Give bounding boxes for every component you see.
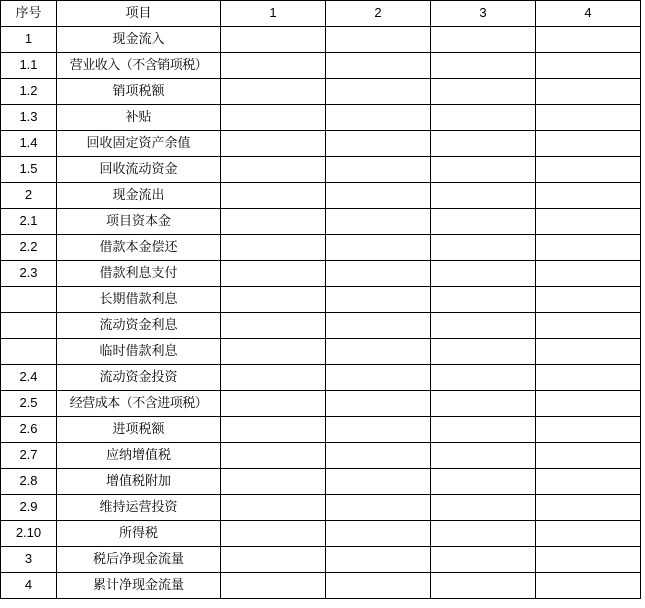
row-value-cell-year-2[interactable]	[326, 131, 431, 157]
row-value-cell-year-2[interactable]	[326, 417, 431, 443]
row-value-cell-year-4[interactable]	[536, 131, 641, 157]
row-item-cell[interactable]: 现金流入	[57, 27, 221, 53]
row-value-cell-year-3[interactable]	[431, 313, 536, 339]
row-value-cell-year-1[interactable]	[221, 27, 326, 53]
row-value-cell-year-3[interactable]	[431, 573, 536, 599]
row-value-cell-year-3[interactable]	[431, 469, 536, 495]
row-value-cell-year-4[interactable]	[536, 53, 641, 79]
row-number-cell[interactable]: 4	[1, 573, 57, 599]
row-value-cell-year-2[interactable]	[326, 495, 431, 521]
row-value-cell-year-4[interactable]	[536, 105, 641, 131]
row-value-cell-year-2[interactable]	[326, 27, 431, 53]
row-value-cell-year-4[interactable]	[536, 79, 641, 105]
row-value-cell-year-1[interactable]	[221, 339, 326, 365]
row-value-cell-year-2[interactable]	[326, 105, 431, 131]
row-item-cell[interactable]: 税后净现金流量	[57, 547, 221, 573]
row-number-cell[interactable]: 2.10	[1, 521, 57, 547]
table-row	[1, 469, 641, 495]
table-row	[1, 27, 641, 53]
row-value-cell-year-1[interactable]	[221, 547, 326, 573]
row-item-cell[interactable]: 增值税附加	[57, 469, 221, 495]
table-row	[1, 495, 641, 521]
row-number-cell[interactable]	[1, 287, 57, 313]
row-number-cell[interactable]: 2.2	[1, 235, 57, 261]
row-value-cell-year-3[interactable]	[431, 547, 536, 573]
row-item-cell[interactable]: 流动资金投资	[57, 365, 221, 391]
column-header-year-1: 1	[221, 1, 326, 27]
row-value-cell-year-1[interactable]	[221, 261, 326, 287]
row-number-cell[interactable]: 2.5	[1, 391, 57, 417]
row-value-cell-year-3[interactable]	[431, 53, 536, 79]
row-number-cell[interactable]: 2	[1, 183, 57, 209]
row-value-cell-year-3[interactable]	[431, 79, 536, 105]
row-value-cell-year-2[interactable]	[326, 443, 431, 469]
row-value-cell-year-1[interactable]	[221, 79, 326, 105]
table-row	[1, 209, 641, 235]
row-item-cell[interactable]: 回收固定资产余值	[57, 131, 221, 157]
row-item-cell[interactable]: 现金流出	[57, 183, 221, 209]
row-value-cell-year-4[interactable]	[536, 391, 641, 417]
row-item-cell[interactable]: 项目资本金	[57, 209, 221, 235]
row-item-cell[interactable]: 所得税	[57, 521, 221, 547]
row-value-cell-year-3[interactable]	[431, 183, 536, 209]
row-value-cell-year-3[interactable]	[431, 417, 536, 443]
row-value-cell-year-1[interactable]	[221, 469, 326, 495]
table-row	[1, 339, 641, 365]
table-row	[1, 79, 641, 105]
row-item-cell[interactable]: 长期借款利息	[57, 287, 221, 313]
row-value-cell-year-4[interactable]	[536, 573, 641, 599]
row-value-cell-year-2[interactable]	[326, 365, 431, 391]
table-row	[1, 183, 641, 209]
table-row	[1, 131, 641, 157]
row-value-cell-year-3[interactable]	[431, 521, 536, 547]
table-row	[1, 235, 641, 261]
row-item-cell[interactable]: 流动资金利息	[57, 313, 221, 339]
row-value-cell-year-1[interactable]	[221, 105, 326, 131]
table-row	[1, 287, 641, 313]
row-value-cell-year-2[interactable]	[326, 157, 431, 183]
column-header-year-4: 4	[536, 1, 641, 27]
table-row	[1, 443, 641, 469]
row-value-cell-year-2[interactable]	[326, 261, 431, 287]
row-value-cell-year-4[interactable]	[536, 495, 641, 521]
row-number-cell[interactable]: 2.3	[1, 261, 57, 287]
row-number-cell[interactable]: 3	[1, 547, 57, 573]
table-row	[1, 547, 641, 573]
column-header-no: 序号	[1, 1, 57, 27]
row-item-cell[interactable]: 销项税额	[57, 79, 221, 105]
row-value-cell-year-1[interactable]	[221, 391, 326, 417]
row-value-cell-year-1[interactable]	[221, 417, 326, 443]
row-number-cell[interactable]: 1	[1, 27, 57, 53]
row-value-cell-year-1[interactable]	[221, 53, 326, 79]
row-value-cell-year-3[interactable]	[431, 495, 536, 521]
row-value-cell-year-3[interactable]	[431, 391, 536, 417]
row-item-cell[interactable]: 回收流动资金	[57, 157, 221, 183]
row-value-cell-year-3[interactable]	[431, 339, 536, 365]
row-value-cell-year-2[interactable]	[326, 573, 431, 599]
row-item-cell[interactable]: 临时借款利息	[57, 339, 221, 365]
row-number-cell[interactable]: 2.7	[1, 443, 57, 469]
row-value-cell-year-3[interactable]	[431, 443, 536, 469]
row-number-cell[interactable]	[1, 313, 57, 339]
row-value-cell-year-1[interactable]	[221, 235, 326, 261]
row-number-cell[interactable]: 1.2	[1, 79, 57, 105]
row-value-cell-year-4[interactable]	[536, 521, 641, 547]
table-row	[1, 105, 641, 131]
row-value-cell-year-1[interactable]	[221, 573, 326, 599]
row-number-cell[interactable]: 1.3	[1, 105, 57, 131]
row-number-cell[interactable]: 1.5	[1, 157, 57, 183]
table-row	[1, 53, 641, 79]
row-value-cell-year-4[interactable]	[536, 339, 641, 365]
table-row	[1, 313, 641, 339]
row-value-cell-year-2[interactable]	[326, 235, 431, 261]
row-value-cell-year-3[interactable]	[431, 209, 536, 235]
table-header-row	[1, 1, 641, 27]
row-value-cell-year-4[interactable]	[536, 443, 641, 469]
row-item-cell[interactable]: 维持运营投资	[57, 495, 221, 521]
row-value-cell-year-1[interactable]	[221, 183, 326, 209]
table-row	[1, 157, 641, 183]
row-value-cell-year-1[interactable]	[221, 443, 326, 469]
row-value-cell-year-2[interactable]	[326, 313, 431, 339]
row-value-cell-year-1[interactable]	[221, 287, 326, 313]
row-value-cell-year-1[interactable]	[221, 131, 326, 157]
column-header-item: 项目	[57, 1, 221, 27]
row-number-cell[interactable]: 1.1	[1, 53, 57, 79]
row-item-cell[interactable]: 借款利息支付	[57, 261, 221, 287]
row-value-cell-year-2[interactable]	[326, 521, 431, 547]
table-row	[1, 365, 641, 391]
row-value-cell-year-3[interactable]	[431, 27, 536, 53]
row-value-cell-year-4[interactable]	[536, 547, 641, 573]
row-value-cell-year-4[interactable]	[536, 209, 641, 235]
row-number-cell[interactable]: 2.8	[1, 469, 57, 495]
row-item-cell[interactable]: 营业收入（不含销项税）	[57, 53, 221, 79]
row-value-cell-year-4[interactable]	[536, 183, 641, 209]
row-value-cell-year-4[interactable]	[536, 27, 641, 53]
row-number-cell[interactable]: 2.6	[1, 417, 57, 443]
table-row	[1, 261, 641, 287]
row-value-cell-year-3[interactable]	[431, 235, 536, 261]
table-row	[1, 521, 641, 547]
row-value-cell-year-2[interactable]	[326, 547, 431, 573]
row-value-cell-year-4[interactable]	[536, 313, 641, 339]
row-value-cell-year-1[interactable]	[221, 365, 326, 391]
table-row	[1, 573, 641, 599]
row-number-cell[interactable]: 2.4	[1, 365, 57, 391]
row-value-cell-year-2[interactable]	[326, 469, 431, 495]
table-body	[1, 27, 641, 599]
row-value-cell-year-4[interactable]	[536, 365, 641, 391]
row-value-cell-year-1[interactable]	[221, 495, 326, 521]
row-value-cell-year-4[interactable]	[536, 235, 641, 261]
row-value-cell-year-3[interactable]	[431, 365, 536, 391]
row-value-cell-year-4[interactable]	[536, 417, 641, 443]
row-value-cell-year-2[interactable]	[326, 79, 431, 105]
row-number-cell[interactable]	[1, 339, 57, 365]
row-item-cell[interactable]: 补贴	[57, 105, 221, 131]
row-value-cell-year-2[interactable]	[326, 53, 431, 79]
row-value-cell-year-4[interactable]	[536, 157, 641, 183]
row-item-cell[interactable]: 借款本金偿还	[57, 235, 221, 261]
column-header-year-3: 3	[431, 1, 536, 27]
row-item-cell[interactable]: 累计净现金流量	[57, 573, 221, 599]
row-value-cell-year-4[interactable]	[536, 469, 641, 495]
row-item-cell[interactable]: 进项税额	[57, 417, 221, 443]
table-row	[1, 391, 641, 417]
row-item-cell[interactable]: 应纳增值税	[57, 443, 221, 469]
row-value-cell-year-1[interactable]	[221, 157, 326, 183]
row-number-cell[interactable]: 1.4	[1, 131, 57, 157]
row-value-cell-year-1[interactable]	[221, 521, 326, 547]
row-value-cell-year-3[interactable]	[431, 131, 536, 157]
row-value-cell-year-1[interactable]	[221, 313, 326, 339]
row-value-cell-year-3[interactable]	[431, 157, 536, 183]
row-value-cell-year-3[interactable]	[431, 105, 536, 131]
row-value-cell-year-3[interactable]	[431, 261, 536, 287]
row-value-cell-year-3[interactable]	[431, 287, 536, 313]
row-value-cell-year-2[interactable]	[326, 391, 431, 417]
row-value-cell-year-2[interactable]	[326, 183, 431, 209]
row-number-cell[interactable]: 2.1	[1, 209, 57, 235]
row-value-cell-year-2[interactable]	[326, 339, 431, 365]
row-value-cell-year-4[interactable]	[536, 287, 641, 313]
row-value-cell-year-2[interactable]	[326, 209, 431, 235]
row-value-cell-year-1[interactable]	[221, 209, 326, 235]
row-item-cell[interactable]: 经营成本（不含进项税）	[57, 391, 221, 417]
column-header-year-2: 2	[326, 1, 431, 27]
row-value-cell-year-4[interactable]	[536, 261, 641, 287]
table-row	[1, 417, 641, 443]
row-value-cell-year-2[interactable]	[326, 287, 431, 313]
row-number-cell[interactable]: 2.9	[1, 495, 57, 521]
